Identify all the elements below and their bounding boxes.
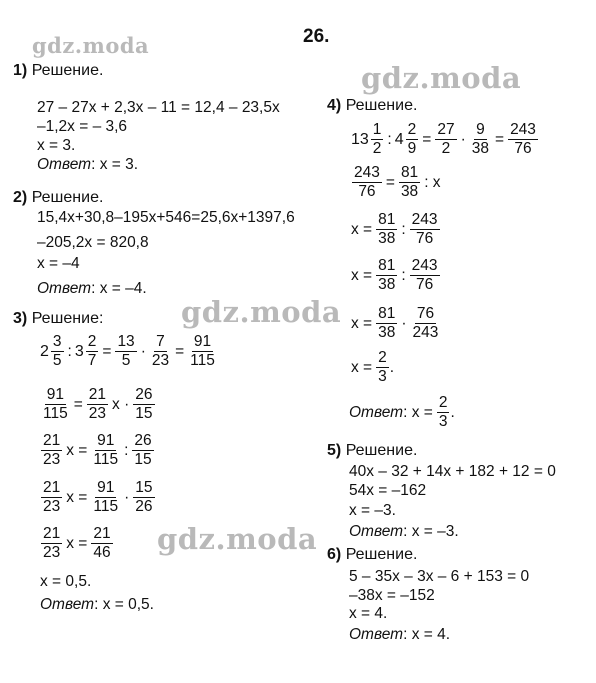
operator: · — [460, 131, 466, 148]
denominator: 23 — [43, 544, 61, 561]
problem-number: 4) — [327, 97, 342, 114]
denominator: 23 — [151, 352, 170, 369]
equation-line: –205,2x = 820,8 — [37, 234, 149, 251]
answer-value: : x = –4. — [91, 280, 147, 297]
numerator: 26 — [135, 386, 153, 403]
fraction-equation — [40, 334, 218, 369]
denominator: 38 — [378, 230, 396, 247]
numerator: 21 — [43, 525, 61, 542]
numerator: 2 — [378, 349, 387, 366]
answer-value: : x = 4. — [403, 626, 451, 643]
denominator: 46 — [93, 544, 111, 561]
fraction-equation — [351, 350, 394, 385]
equation-line: x = –3. — [349, 502, 396, 519]
denominator: 23 — [88, 405, 107, 422]
operator: x = — [351, 359, 373, 376]
denominator: 9 — [407, 140, 417, 157]
operator: · — [401, 315, 407, 332]
operator: : x — [424, 174, 441, 191]
numerator: 13 — [117, 333, 135, 350]
problem-title: Решение. — [345, 97, 418, 114]
denominator: 38 — [400, 183, 419, 200]
equation-line: x = 3. — [37, 137, 76, 154]
problem-number: 5) — [327, 442, 342, 459]
numerator: 1 — [372, 121, 382, 138]
problem-5-heading — [327, 442, 417, 460]
numerator: 9 — [476, 121, 485, 138]
numerator: 81 — [378, 211, 396, 228]
problem-6-heading — [327, 546, 417, 564]
problem-number: 6) — [327, 546, 342, 563]
denominator: 15 — [135, 405, 153, 422]
numerator: 81 — [378, 305, 396, 322]
fraction-equation — [40, 387, 156, 422]
numerator: 15 — [135, 479, 153, 496]
numerator: 21 — [88, 386, 107, 403]
fraction-equation — [40, 526, 114, 561]
answer-label: Ответ — [349, 404, 404, 421]
operator: x = — [351, 267, 373, 284]
numerator: 2 — [438, 394, 448, 411]
operator: x = — [351, 221, 373, 238]
denominator: 15 — [134, 451, 152, 468]
problem-title: Решение. — [31, 62, 104, 79]
numerator: 3 — [52, 333, 62, 350]
denominator: 5 — [52, 352, 62, 369]
numerator: 243 — [411, 211, 438, 228]
watermark: gdz.moda — [32, 33, 150, 58]
whole-part: 4 — [394, 131, 404, 148]
answer-line — [349, 395, 455, 430]
numerator: 243 — [411, 257, 438, 274]
operator: : — [387, 131, 392, 148]
problem-3-heading — [13, 310, 103, 328]
denominator: 38 — [378, 276, 396, 293]
fraction-equation — [40, 480, 156, 515]
operator: = — [422, 131, 432, 148]
fraction-equation — [351, 122, 539, 157]
operator: = — [495, 131, 505, 148]
denominator: 76 — [514, 140, 532, 157]
numerator: 81 — [378, 257, 396, 274]
problem-1-heading — [13, 62, 103, 80]
fraction-equation — [351, 165, 444, 200]
equation-line: –1,2x = – 3,6 — [37, 118, 128, 135]
denominator: 23 — [43, 451, 61, 468]
watermark: gdz.moda — [181, 295, 342, 329]
fraction-equation — [351, 306, 441, 341]
fraction-equation — [351, 212, 441, 247]
answer-value: : x = 0,5. — [94, 596, 154, 613]
numerator: 243 — [354, 164, 380, 181]
operator: · — [140, 343, 146, 360]
fraction-equation — [40, 433, 155, 468]
operator: . — [389, 359, 395, 376]
operator: x = — [66, 489, 88, 506]
answer-label: Ответ — [37, 280, 92, 297]
denominator: 38 — [471, 140, 489, 157]
numerator: 7 — [156, 333, 165, 350]
denominator: 23 — [43, 498, 61, 515]
answer-value: : x = — [403, 404, 433, 421]
numerator: 26 — [134, 432, 152, 449]
watermark: gdz.moda — [361, 61, 522, 95]
fraction-equation — [351, 258, 441, 293]
numerator: 91 — [46, 386, 64, 403]
answer-value: : x = 3. — [91, 156, 139, 173]
answer-label: Ответ — [349, 626, 404, 643]
problem-number: 3) — [13, 310, 28, 327]
numerator: 21 — [43, 479, 61, 496]
operator: x = — [351, 315, 373, 332]
denominator: 243 — [412, 324, 439, 341]
numerator: 243 — [510, 121, 536, 138]
problem-title: Решение. — [31, 189, 104, 206]
operator: x = — [66, 442, 88, 459]
answer-label: Ответ — [349, 523, 404, 540]
denominator: 3 — [378, 368, 387, 385]
equation-line: 40x – 32 + 14x + 182 + 12 = 0 — [349, 463, 556, 480]
operator: = — [175, 343, 185, 360]
denominator: 26 — [135, 498, 153, 515]
equation-line: x = 4. — [349, 605, 388, 622]
numerator: 27 — [437, 121, 455, 138]
denominator: 115 — [93, 451, 119, 468]
numerator: 91 — [97, 432, 115, 449]
answer-label: Ответ — [37, 156, 92, 173]
page-number: 26. — [303, 26, 330, 47]
numerator: 21 — [93, 525, 111, 542]
problem-4-heading — [327, 97, 417, 115]
answer-label: Ответ — [40, 596, 95, 613]
whole-part: 13 — [351, 131, 369, 148]
numerator: 2 — [407, 121, 417, 138]
denominator: 7 — [87, 352, 97, 369]
whole-part: 3 — [74, 343, 84, 360]
answer-line — [349, 523, 459, 540]
numerator: 91 — [193, 333, 212, 350]
answer-value: : x = –3. — [403, 523, 459, 540]
denominator: 115 — [190, 352, 215, 369]
operator: x · — [112, 396, 130, 413]
operator: = — [102, 343, 112, 360]
equation-line: 54x = –162 — [349, 482, 427, 499]
answer-line — [37, 156, 138, 173]
denominator: 76 — [358, 183, 376, 200]
operator: . — [450, 404, 455, 421]
problem-title: Решение. — [345, 442, 418, 459]
denominator: 76 — [415, 230, 434, 247]
equation-line: 15,4x+30,8–195x+546=25,6x+1397,6 — [37, 209, 295, 226]
equation-line: x = 0,5. — [40, 573, 92, 590]
numerator: 91 — [97, 479, 115, 496]
denominator: 115 — [43, 405, 68, 422]
denominator: 5 — [121, 352, 131, 369]
numerator: 81 — [400, 164, 419, 181]
denominator: 3 — [438, 413, 448, 430]
problem-title: Решение: — [31, 310, 104, 327]
numerator: 21 — [43, 432, 61, 449]
answer-line — [349, 626, 450, 643]
equation-line: x = –4 — [37, 255, 80, 272]
problem-number: 1) — [13, 62, 28, 79]
operator: : — [67, 343, 72, 360]
numerator: 2 — [87, 333, 97, 350]
problem-number: 2) — [13, 189, 28, 206]
denominator: 115 — [93, 498, 119, 515]
operator: x = — [66, 535, 88, 552]
equation-line: 27 – 27x + 2,3x – 11 = 12,4 – 23,5x — [37, 99, 280, 116]
operator: : — [401, 221, 406, 238]
denominator: 2 — [372, 140, 382, 157]
operator: : — [401, 267, 406, 284]
watermark: gdz.moda — [157, 522, 318, 556]
problem-title: Решение. — [345, 546, 418, 563]
answer-line — [40, 596, 154, 613]
operator: = — [73, 396, 83, 413]
equation-line: 5 – 35x – 3x – 6 + 153 = 0 — [349, 568, 530, 585]
whole-part: 2 — [40, 343, 49, 360]
denominator: 76 — [415, 276, 434, 293]
operator: = — [385, 174, 395, 191]
operator: · — [124, 489, 130, 506]
answer-line — [37, 280, 147, 297]
denominator: 38 — [378, 324, 396, 341]
numerator: 76 — [416, 305, 435, 322]
equation-line: –38x = –152 — [349, 587, 435, 604]
problem-2-heading — [13, 189, 103, 207]
denominator: 2 — [441, 140, 451, 157]
operator: : — [124, 442, 129, 459]
